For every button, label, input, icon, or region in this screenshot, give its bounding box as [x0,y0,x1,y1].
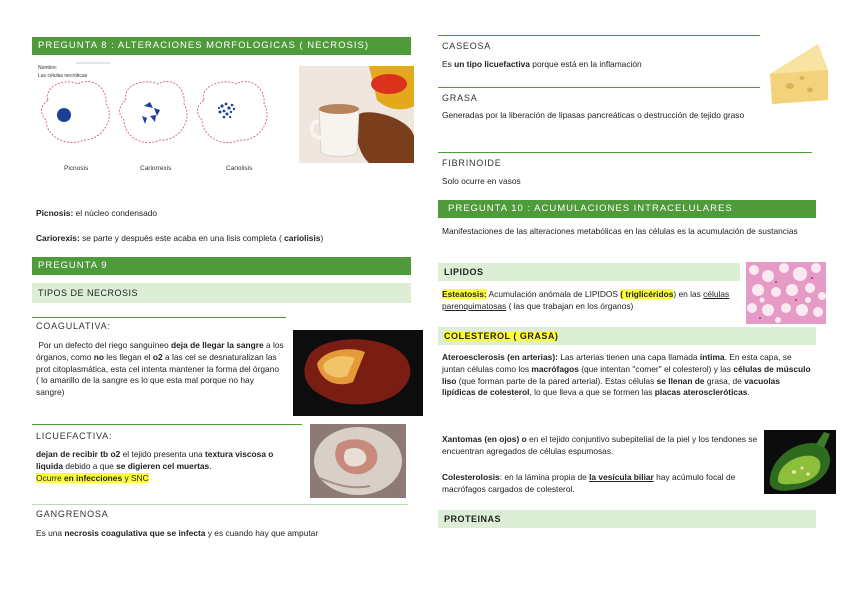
proteinas-header: PROTEINAS [438,510,816,528]
caseosa-rule [438,35,760,36]
gangrenosa-text: Es una necrosis coagulativa que se infecta y es cuando hay que amputar [36,528,319,538]
cell-label-cariorrexis: Cariorrexis [140,165,172,172]
cell-label-cariolisis: Cariolisis [226,165,253,172]
fibrinoide-label: FIBRINOIDE [442,158,502,168]
acumulaciones-intro: Manifestaciones de las alteraciones metabólicas en las células es la acumulación de sustancias [442,226,798,236]
cola-cao-photo [299,66,414,163]
cell-label-picnosis: Picnosis [64,165,89,172]
grasa-rule [438,87,760,88]
pregunta-8-header: PREGUNTA 8 : ALTERACIONES MORFOLOGICAS ( NECROSIS) [32,37,411,55]
gangrenosa-rule [32,504,408,505]
tipos-necrosis-header: TIPOS DE NECROSIS [32,283,411,303]
fibrinoide-rule [438,152,812,153]
ateroesclerosis-text: Ateroesclerosis (en arterias): Las arterias tienen una capa llamada íntima. En esta capa, se juntan células como los macrófagos (que intentan "comer" el colesterol) y las células de músculo liso (que forman parte de la pared arterial). Estas células se llenan de grasa, de vacuolas lipídicas de colesterol, lo que lleva a que se formen las placas ateroscleróticas. [442,352,811,398]
picnosis-text: Picnosis: el núcleo condensado [36,208,158,218]
caseosa-text: Es un tipo licuefactiva porque está en la inflamación [442,59,642,69]
colesterolosis-text: Colesterolosis: en la lámina propia de la vesícula biliar hay acúmulo focal de macrófagos cargados de colesterol. [442,472,736,494]
diagram-note-1: Nombre: [38,65,58,71]
licuefactiva-rule [32,424,302,425]
gallbladder-photo [764,430,836,494]
diagram-note-2: Las células necróticas [38,73,88,79]
xantomas-text: Xantomas (en ojos) o en el tejido conjuntivo subepitelial de la piel y los tendones se encuentran agregados de células espumosas. [442,434,758,456]
cheese-photo [766,40,832,110]
caseosa-label: CASEOSA [442,41,492,51]
gangrenosa-label: GANGRENOSA [36,509,109,519]
grasa-text: Generadas por la liberación de lipasas pancreáticas o destrucción de tejido graso [442,110,745,120]
cariorexis-text: Cariorexis: se parte y después este acaba en una lisis completa ( cariolisis) [36,233,324,243]
grasa-label: GRASA [442,93,478,103]
coagulativa-rule [32,317,286,318]
esteatosis-text: Esteatosis: Acumulación anómala de LIPIDOS ( triglicéridos) en las células parenquimatosas ( las que trabajan en los órganos) [442,289,730,311]
pregunta-9-header: PREGUNTA 9 [32,257,411,275]
brain-liquefactive-photo [310,424,406,498]
coagulativa-label: COAGULATIVA: [36,321,111,331]
necrosis-cell-diagram [36,60,294,178]
fibrinoide-text: Solo ocurre en vasos [442,176,521,186]
colesterol-header: COLESTEROL ( GRASA) [438,327,816,345]
coagulativa-text: Por un defecto del riego sanguíneo deja de llegar la sangre a los órganos, como no les llegan el o2 a las cel se desnaturalizan las prot citoplasmática, esta cel intenta mantener la forma del órgano ( lo amarillo de la sangre es lo que esta mal porque no hay sangre) [36,340,284,398]
licuefactiva-label: LICUEFACTIVA: [36,431,113,441]
licuefactiva-text: dejan de recibir tb o2 el tejido presenta una textura viscosa o liquida debido a que se digieren cel muertas. Ocurre en infecciones y SNC [36,449,274,483]
fatty-liver-histology [746,262,826,324]
lipidos-header: LIPIDOS [438,263,740,281]
pregunta-10-header: PREGUNTA 10 : ACUMULACIONES INTRACELULARES [438,200,816,218]
kidney-infarct-photo [293,330,423,416]
